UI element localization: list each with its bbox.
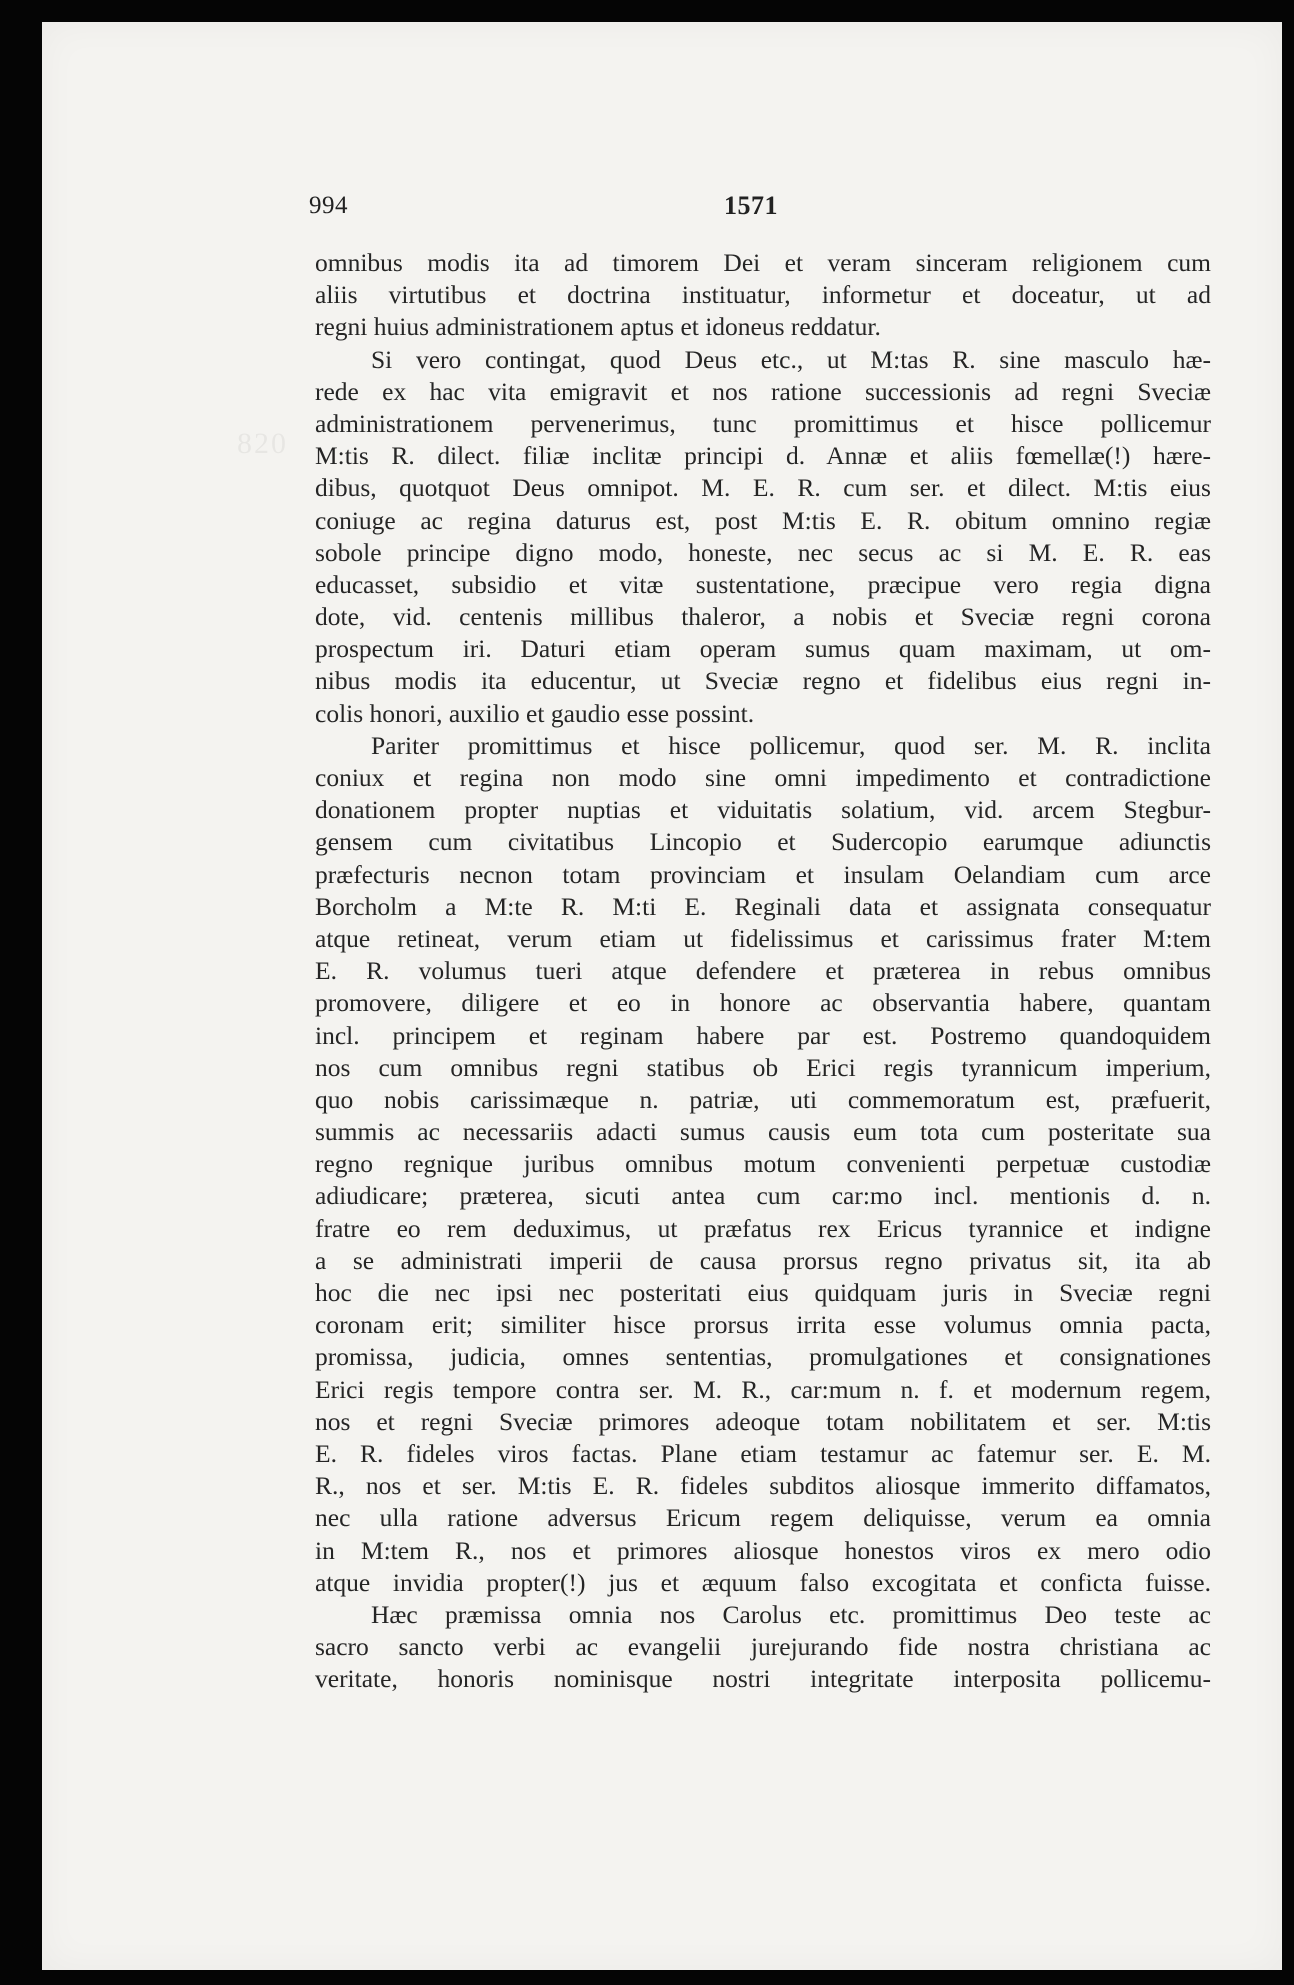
text-line-16: Pariter promittimus et hisce pollicemur, quod ser. M. R. inclita <box>371 730 1211 760</box>
text-line-9: coniuge ac regina daturus est, post M:tis E. R. obitum omnino regiæ <box>315 505 1211 535</box>
text-line-3: regni huius administrationem aptus et idoneus reddatur. <box>315 312 881 342</box>
document-year: 1571 <box>724 191 778 220</box>
text-line-32: a se administrati imperii de causa prorsus regno privatus sit, ita ab <box>315 1245 1211 1275</box>
text-line-20: præfecturis necnon totam provinciam et insulam Oelandiam cum arce <box>315 859 1211 889</box>
text-line-40: nec ulla ratione adversus Ericum regem deliquisse, verum ea omnia <box>315 1503 1211 1533</box>
latin-text-body <box>315 247 1211 1695</box>
text-line-15: colis honori, auxilio et gaudio esse possint. <box>315 698 755 728</box>
text-line-17: coniux et regina non modo sine omni impedimento et contradictione <box>315 763 1211 792</box>
page-header <box>309 192 799 228</box>
text-line-1: omnibus modis ita ad timorem Dei et veram sinceram religionem cum <box>315 248 1211 277</box>
text-line-10: sobole principe digno modo, honeste, nec secus ac si M. E. R. eas <box>315 537 1211 567</box>
text-line-44: sacro sancto verbi ac evangelii jurejurando fide nostra christiana ac <box>315 1632 1211 1662</box>
text-line-33: hoc die nec ipsi nec posteritati eius quidquam juris in Sveciæ regni <box>315 1278 1211 1307</box>
text-line-8: dibus, quotquot Deus omnipot. M. E. R. cum ser. et dilect. M:tis eius <box>315 473 1211 503</box>
text-line-41: in M:tem R., nos et primores aliosque honestos viros ex mero odio <box>315 1535 1211 1565</box>
text-line-25: incl. principem et reginam habere par est. Postremo quandoquidem <box>315 1020 1211 1050</box>
text-line-31: fratre eo rem deduximus, ut præfatus rex Ericus tyrannice et indigne <box>315 1213 1211 1243</box>
text-line-18: donationem propter nuptias et viduitatis solatium, vid. arcem Stegbur- <box>315 795 1211 825</box>
text-line-29: regno regnique juribus omnibus motum convenienti perpetuæ custodiæ <box>315 1149 1211 1179</box>
bleed-through-number: 820 <box>237 427 288 460</box>
text-line-13: prospectum iri. Daturi etiam operam sumus quam maximam, ut om- <box>315 634 1211 664</box>
text-line-45: veritate, honoris nominisque nostri integritate interposita pollicemu- <box>315 1664 1211 1694</box>
text-line-27: quo nobis carissimæque n. patriæ, uti commemoratum est, præfuerit, <box>315 1084 1211 1114</box>
text-line-35: promissa, judicia, omnes sententias, promulgationes et consignationes <box>315 1342 1211 1372</box>
text-line-19: gensem cum civitatibus Lincopio et Sudercopio earumque adiunctis <box>315 827 1211 857</box>
text-line-26: nos cum omnibus regni statibus ob Erici regis tyrannicum imperium, <box>315 1052 1211 1082</box>
text-line-39: R., nos et ser. M:tis E. R. fideles subditos aliosque immerito diffamatos, <box>315 1471 1211 1501</box>
text-line-23: E. R. volumus tueri atque defendere et præterea in rebus omnibus <box>315 956 1211 986</box>
text-line-7: M:tis R. dilect. filiæ inclitæ principi d. Annæ et aliis fœmellæ(!) hære- <box>315 441 1211 471</box>
text-line-36: Erici regis tempore contra ser. M. R., car:mum n. f. et modernum regem, <box>315 1374 1211 1404</box>
text-line-12: dote, vid. centenis millibus thaleror, a nobis et Sveciæ regni corona <box>315 602 1211 632</box>
document-page <box>42 22 1282 1970</box>
text-line-5: rede ex hac vita emigravit et nos ratione successionis ad regni Sveciæ <box>315 376 1211 406</box>
text-line-6: administrationem pervenerimus, tunc promittimus et hisce pollicemur <box>315 408 1211 438</box>
text-line-30: adiudicare; præterea, sicuti antea cum car:mo incl. mentionis d. n. <box>315 1181 1211 1211</box>
text-line-28: summis ac necessariis adacti sumus causis eum tota cum posteritate sua <box>315 1117 1211 1147</box>
text-line-4: Si vero contingat, quod Deus etc., ut M:tas R. sine masculo hæ- <box>371 344 1211 374</box>
text-line-37: nos et regni Sveciæ primores adeoque totam nobilitatem et ser. M:tis <box>315 1406 1211 1436</box>
text-line-43: Hæc præmissa omnia nos Carolus etc. promittimus Deo teste ac <box>371 1599 1211 1629</box>
text-line-11: educasset, subsidio et vitæ sustentatione, præcipue vero regia digna <box>315 569 1211 599</box>
page-number: 994 <box>309 192 348 219</box>
text-line-34: coronam erit; similiter hisce prorsus irrita esse volumus omnia pacta, <box>315 1310 1211 1340</box>
text-line-2: aliis virtutibus et doctrina instituatur, informetur et doceatur, ut ad <box>315 280 1211 310</box>
text-line-42: atque invidia propter(!) jus et æquum falso excogitata et conficta fuisse. <box>315 1567 1211 1597</box>
text-line-22: atque retineat, verum etiam ut fidelissimus et carissimus frater M:tem <box>315 923 1211 953</box>
text-line-24: promovere, diligere et eo in honore ac observantia habere, quantam <box>315 988 1211 1018</box>
text-line-14: nibus modis ita educentur, ut Sveciæ regno et fidelibus eius regni in- <box>315 666 1211 696</box>
text-line-21: Borcholm a M:te R. M:ti E. Reginali data et assignata consequatur <box>315 891 1211 921</box>
text-line-38: E. R. fideles viros factas. Plane etiam testamur ac fatemur ser. E. M. <box>315 1438 1211 1468</box>
